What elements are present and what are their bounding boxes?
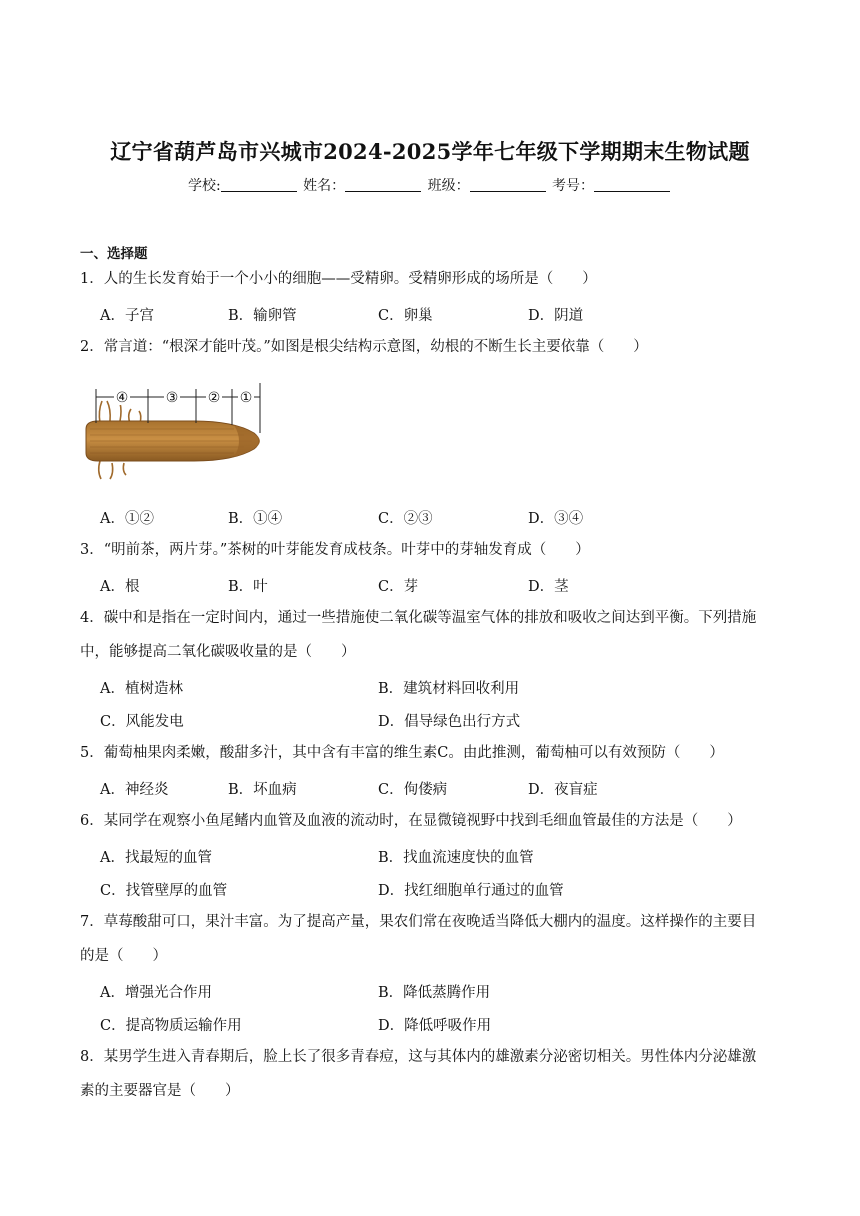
question-3-options	[100, 575, 800, 599]
question-7-line2: 的是（ ）	[80, 948, 167, 964]
option-c[interactable]: C．找管壁厚的血管	[100, 883, 228, 899]
question-6-options-row2	[100, 879, 800, 903]
option-a[interactable]: A．根	[100, 579, 140, 595]
option-d[interactable]: D．夜盲症	[528, 782, 598, 798]
class-blank[interactable]	[470, 177, 546, 192]
question-8-stem	[80, 1040, 785, 1108]
option-d[interactable]: D．茎	[528, 579, 569, 595]
zone-label-1: ①	[239, 390, 253, 406]
question-4-stem	[80, 601, 785, 669]
question-6-options-row1	[100, 846, 800, 870]
question-3-stem: 3．“明前茶，两片芽。”茶树的叶芽能发育成枝条。叶芽中的芽轴发育成（ ）	[80, 542, 590, 558]
question-2-options	[100, 507, 800, 531]
question-4-line1: 4．碳中和是指在一定时间内，通过一些措施使二氧化碳等温室气体的排放和吸收之间达到平衡。下列措施	[80, 610, 757, 626]
question-7-options-row1	[100, 981, 800, 1005]
section-title: 一、选择题	[80, 246, 148, 262]
question-7-stem	[80, 905, 785, 973]
option-b[interactable]: B．建筑材料回收利用	[378, 681, 520, 697]
option-c[interactable]: C．芽	[378, 579, 419, 595]
option-b[interactable]: B．叶	[228, 579, 268, 595]
question-2-stem: 2．常言道：“根深才能叶茂。”如图是根尖结构示意图，幼根的不断生长主要依靠（ ）	[80, 339, 648, 355]
option-d[interactable]: D．③④	[528, 511, 584, 527]
zone-label-3: ③	[165, 390, 179, 406]
option-a[interactable]: A．子宫	[100, 308, 154, 324]
question-8-line1: 8．某男学生进入青春期后，脸上长了很多青春痘，这与其体内的雄激素分泌密切相关。男性体内分泌雄激	[80, 1049, 757, 1065]
option-a[interactable]: A．植树造林	[100, 681, 183, 697]
question-7-line1: 7．草莓酸甜可口，果汁丰富。为了提高产量，果农们常在夜晚适当降低大棚内的温度。这样操作的主要目	[80, 914, 757, 930]
option-d[interactable]: D．倡导绿色出行方式	[378, 714, 521, 730]
question-8-line2: 素的主要器官是（ ）	[80, 1083, 240, 1099]
option-a[interactable]: A．①②	[100, 511, 154, 527]
option-b[interactable]: B．①④	[228, 511, 283, 527]
option-a[interactable]: A．增强光合作用	[100, 985, 212, 1001]
zone-label-2: ②	[207, 390, 221, 406]
root-tip-diagram	[84, 383, 268, 485]
option-c[interactable]: C．风能发电	[100, 714, 184, 730]
option-d[interactable]: D．找红细胞单行通过的血管	[378, 883, 564, 899]
option-d[interactable]: D．阴道	[528, 308, 584, 324]
option-b[interactable]: B．降低蒸腾作用	[378, 985, 491, 1001]
question-4-line2: 中，能够提高二氧化碳吸收量的是（ ）	[80, 644, 356, 660]
option-b[interactable]: B．找血流速度快的血管	[378, 850, 534, 866]
question-5-stem: 5．葡萄柚果肉柔嫩，酸甜多汁，其中含有丰富的维生素C。由此推测，葡萄柚可以有效预防（ ）	[80, 745, 724, 761]
student-info-line	[0, 175, 860, 195]
id-blank[interactable]	[594, 177, 670, 192]
question-4-options-row1	[100, 677, 800, 701]
option-d[interactable]: D．降低呼吸作用	[378, 1018, 492, 1034]
id-label: 考号：	[552, 178, 595, 194]
question-5-options	[100, 778, 800, 802]
option-c[interactable]: C．佝偻病	[378, 782, 448, 798]
page-title: 辽宁省葫芦岛市兴城市2024-2025学年七年级下学期期末生物试题	[110, 139, 750, 164]
name-blank[interactable]	[345, 177, 421, 192]
option-b[interactable]: B．输卵管	[228, 308, 297, 324]
school-label: 学校:	[187, 178, 221, 194]
question-4-options-row2	[100, 710, 800, 734]
option-c[interactable]: C．卵巢	[378, 308, 433, 324]
class-label: 班级：	[427, 178, 470, 194]
zone-label-4: ④	[115, 390, 129, 406]
question-6-stem: 6．某同学在观察小鱼尾鳍内血管及血液的流动时，在显微镜视野中找到毛细血管最佳的方法是（ ）	[80, 813, 742, 829]
question-7-options-row2	[100, 1014, 800, 1038]
option-a[interactable]: A．神经炎	[100, 782, 169, 798]
option-c[interactable]: C．提高物质运输作用	[100, 1018, 242, 1034]
school-blank[interactable]	[221, 177, 297, 192]
name-label: 姓名：	[303, 178, 346, 194]
option-a[interactable]: A．找最短的血管	[100, 850, 212, 866]
option-b[interactable]: B．坏血病	[228, 782, 297, 798]
question-1-stem: 1．人的生长发育始于一个小小的细胞——受精卵。受精卵形成的场所是（ ）	[80, 271, 597, 287]
option-c[interactable]: C．②③	[378, 511, 433, 527]
question-1-options	[100, 304, 800, 328]
